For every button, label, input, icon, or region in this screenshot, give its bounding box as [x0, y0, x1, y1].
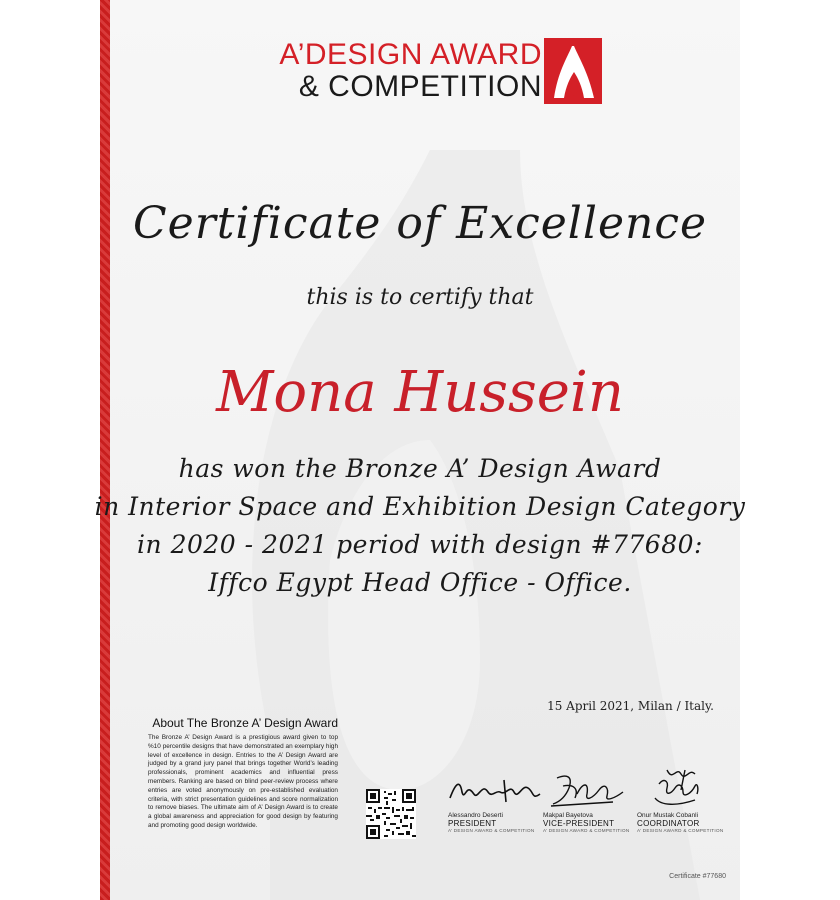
award-line-1: has won the Bronze A’ Design Award	[178, 454, 662, 483]
about-section	[148, 716, 338, 831]
certificate-subtitle: this is to certify that	[306, 285, 534, 310]
signatory-role: PRESIDENT	[448, 819, 497, 828]
signature-icon	[448, 768, 548, 808]
signatory-role: VICE-PRESIDENT	[543, 819, 615, 828]
signatory-org: A’ DESIGN AWARD & COMPETITION	[637, 828, 724, 833]
page-margin-right	[740, 0, 840, 900]
recipient-name: Mona Hussein	[216, 360, 624, 425]
signatory-name: Onur Mustak Cobanli	[637, 812, 699, 819]
date-place: 15 April 2021, Milan / Italy.	[547, 699, 714, 713]
signature-block-coordinator	[637, 768, 747, 833]
signature-icon	[543, 768, 643, 808]
award-line-2: in Interior Space and Exhibition Design Category	[94, 492, 746, 521]
signatory-org: A’ DESIGN AWARD & COMPETITION	[543, 828, 630, 833]
signatory-name: Alessandro Deserti	[448, 812, 503, 819]
award-line-3: in 2020 - 2021 period with design #77680:	[137, 530, 703, 559]
signatory-org: A’ DESIGN AWARD & COMPETITION	[448, 828, 535, 833]
logo-text-line1: A’DESIGN AWARD	[279, 38, 542, 71]
certificate-number: Certificate #77680	[669, 873, 726, 880]
certificate-title: Certificate of Excellence	[132, 198, 707, 249]
signature-icon	[637, 768, 737, 808]
page-margin-left	[0, 0, 100, 900]
a-design-award-logo-icon	[544, 38, 602, 104]
award-logo	[192, 38, 712, 110]
red-border-stripe	[100, 0, 110, 900]
signatory-role: COORDINATOR	[637, 819, 700, 828]
signature-block-president	[448, 768, 558, 833]
about-text: The Bronze A’ Design Award is a prestigious award given to top %10 percentile designs that have demonstrated an exemplary high level of excellence in design. Entries to the A’ Design Award are judged by a grand jury panel that brings together World’s leading professionals, prominent academics and influential press members. Ranking are based on blind peer-review process where entries are voted anonymously on pre-established evaluation criteria, with strict presentation guidelines and score normalization to remove biases. The ultimate aim of A’ Design Award is to create a global awareness and appreciation for good design by featuring and promoting good design worldwide.	[148, 734, 338, 829]
signatory-name: Makpal Bayetova	[543, 812, 593, 819]
award-line-4: Iffco Egypt Head Office - Office.	[208, 568, 632, 597]
qr-code-icon	[366, 789, 416, 839]
about-title: About The Bronze A’ Design Award	[152, 716, 338, 730]
logo-text-line2: & COMPETITION	[298, 70, 542, 103]
